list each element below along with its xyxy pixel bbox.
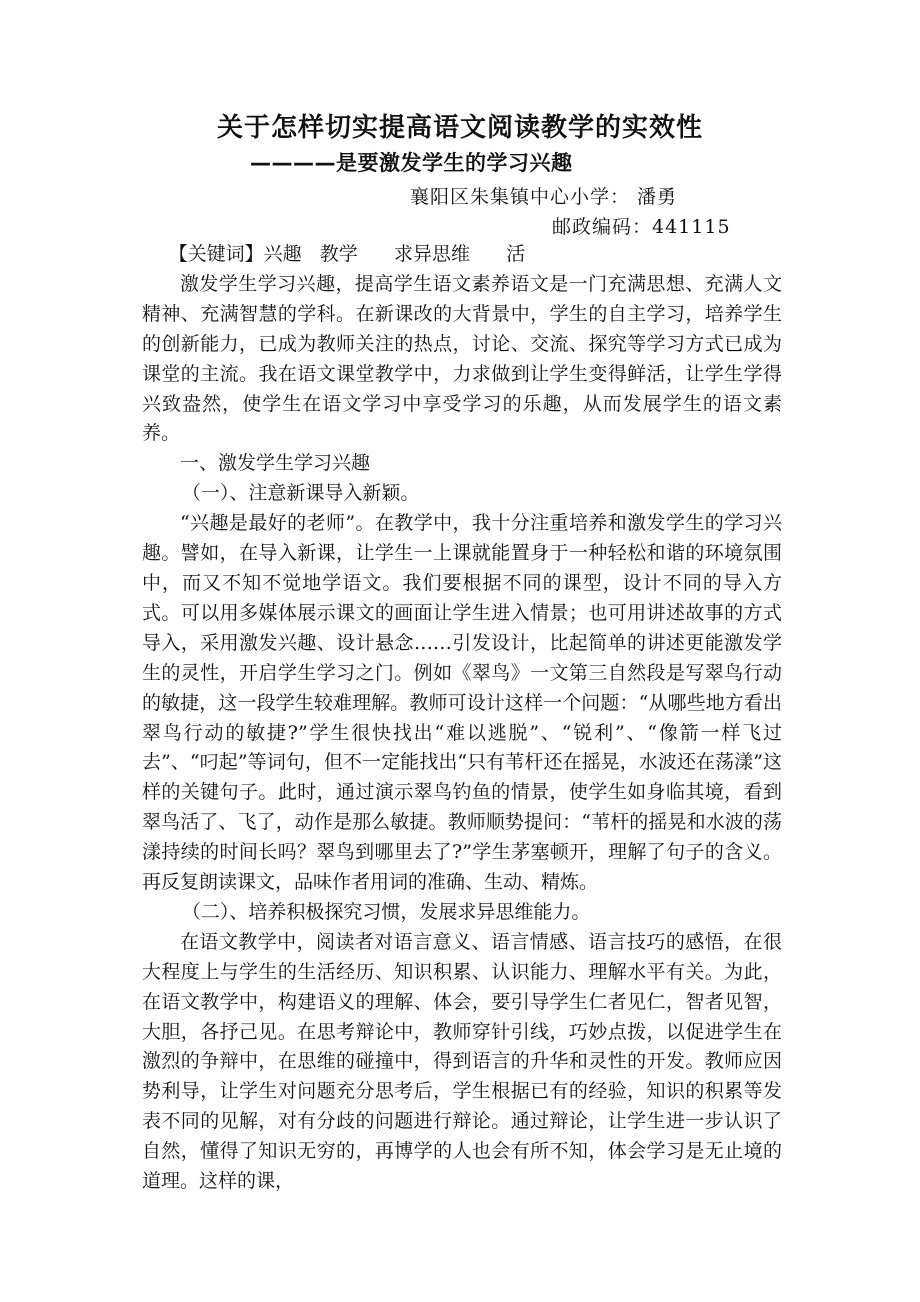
- document-title: 关于怎样切实提高语文阅读教学的实效性: [216, 113, 703, 143]
- subsection-heading-2: （二）、培养积极探究习惯，发展求异思维能力。: [181, 900, 591, 923]
- keywords-line: 【关键词】兴趣 教学 求异思维 活: [168, 243, 526, 265]
- subsection-paragraph-2: 在语文教学中，阅读者对语言意义、语言情感、语言技巧的感悟，在很大程度上与学生的生活经历、知识积累、认识能力、理解水平有关。为此，在语文教学中，构建语义的理解、体会，要引导学生仁者见仁，智者见智，大胆，各抒己见。在思考辩论中，教师穿针引线，巧妙点拨，以促进学生在激烈的争辩中，在思维的碰撞中，得到语言的升华和灵性的开发。教师应因势利导，让学生对问题充分思考后，学生根据已有的经验，知识的积累等发表不同的见解，对有分歧的问题进行辩论。通过辩论，让学生进一步认识了自然，懂得了知识无穷的，再博学的人也会有所不知，体会学习是无止境的道理。这样的课，: [142, 930, 782, 1193]
- author-line: 襄阳区朱集镇中心小学： 潘勇: [410, 186, 678, 208]
- subsection-heading-1: （一）、注意新课导入新颖。: [181, 482, 420, 505]
- postal-code-line: 邮政编码：441115: [552, 216, 731, 238]
- subsection-paragraph-1: “兴趣是最好的老师”。在教学中，我十分注重培养和激发学生的学习兴趣。譬如，在导入新课，让学生一上课就能置身于一种轻松和谐的环境氛围中，而又不知不觉地学语文。我们要根据不同的课型，设计不同的导入方式。可以用多媒体展示课文的画面让学生进入情景；也可用讲述故事的方式导入，采用激发兴趣、设计悬念……引发设计，比起简单的讲述更能激发学生的灵性，开启学生学习之门。例如《翠鸟》一文第三自然段是写翠鸟行动的敏捷，这一段学生较难理解。教师可设计这样一个问题：“从哪些地方看出翠鸟行动的敏捷?”学生很快找出“难以逃脱”、“锐利”、“像箭一样飞过去”、“叼起”等词句，但不一定能找出“只有苇杆还在摇晃，水波还在荡漾”这样的关键句子。此时，通过演示翠鸟钓鱼的情景，使学生如身临其境，看到翠鸟活了、飞了，动作是那么敏捷。教师顺势提问：“苇杆的摇晃和水波的荡漾持续的时间长吗？翠鸟到哪里去了?”学生茅塞顿开，理解了句子的含义。再反复朗读课文，品味作者用词的准确、生动、精炼。: [142, 512, 782, 894]
- section-heading: 一、激发学生学习兴趣: [180, 452, 371, 475]
- intro-paragraph: 激发学生学习兴趣，提高学生语文素养语文是一门充满思想、充满人文精神、充满智慧的学科。在新课改的大背景中，学生的自主学习，培养学生的创新能力，已成为教师关注的热点，讨论、交流、探究等学习方式已成为课堂的主流。我在语文课堂教学中，力求做到让学生变得鲜活，让学生学得兴致盎然，使学生在语文学习中享受学习的乐趣，从而发展学生的语文素养。: [142, 272, 782, 445]
- document-subtitle: ————是要激发学生的学习兴趣: [250, 151, 573, 175]
- document-body: [142, 240, 782, 1197]
